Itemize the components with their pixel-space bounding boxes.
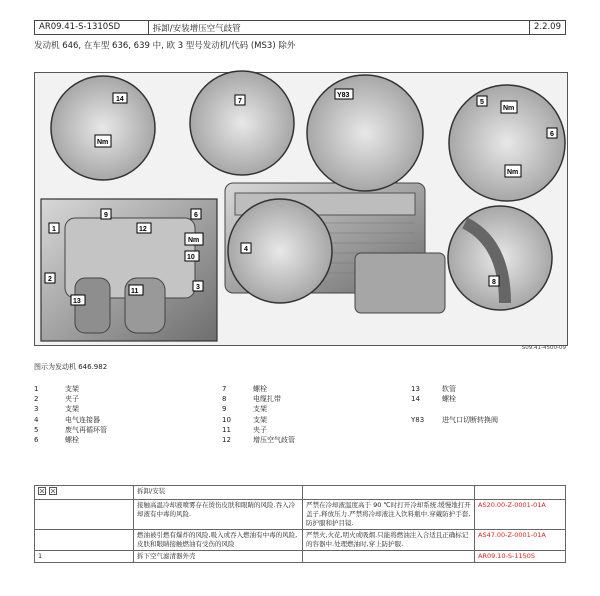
legend-col-1: [34, 384, 107, 445]
legend-item: 14 螺栓: [411, 395, 456, 404]
legend-item: Y83 进气口切断转换阀: [411, 415, 498, 424]
callout-6a: 6: [550, 131, 554, 138]
table-row: [35, 500, 566, 530]
table-header-row: [35, 486, 566, 500]
reference-link[interactable]: AS47.00-Z-0001-01A: [475, 530, 566, 551]
legend-item: 8 电缆扎带: [222, 395, 281, 404]
callout-y83: Y83: [337, 92, 350, 99]
table-header-ref: [475, 486, 566, 500]
legend-item: 6 螺栓: [34, 436, 79, 445]
engine-figure: [34, 72, 568, 346]
callout-6b: 6: [194, 212, 198, 219]
table-row: [35, 551, 566, 563]
callout-4: 4: [244, 246, 248, 253]
callout-2: 2: [48, 276, 52, 283]
legend-item: 13 软管: [411, 385, 456, 393]
procedure-table: [34, 485, 566, 563]
legend-item: 12 增压空气歧管: [222, 436, 295, 445]
table-header-label: 拆卸/安装: [134, 486, 303, 500]
table-row: [35, 530, 566, 551]
legend-item: 3 支架: [34, 405, 79, 414]
figure-code: S09.41-4500-09: [521, 345, 566, 351]
callout-5: 5: [480, 99, 484, 106]
callout-9: 9: [104, 212, 108, 219]
document-header: [34, 20, 566, 35]
legend-item: 11 夹子: [222, 425, 267, 434]
callout-14: 14: [116, 96, 124, 103]
doc-version: 2.2.09: [533, 22, 561, 32]
callout-nm-2: Nm: [503, 105, 515, 112]
step-description: 接触高温冷却液喷雾存在烫伤皮肤和眼睛的风险.吞入冷却液有中毒的风险.: [134, 500, 303, 530]
expand-collapse-icon[interactable]: [38, 487, 62, 495]
legend-item: 1 支架: [34, 385, 79, 393]
step-number: 1: [35, 551, 134, 563]
step-note: 严禁火,火花,明火或吸烟.只能将燃油注入合适且正确标记的容器中.处理燃油时,穿上防护服.: [303, 530, 475, 551]
doc-title: 拆卸/安装增压空气歧管: [149, 21, 530, 34]
callout-nm-3: Nm: [507, 169, 519, 176]
legend-item: 4 电气连接器: [34, 415, 100, 424]
engine-illustration: [35, 73, 567, 345]
callout-7: 7: [238, 98, 242, 105]
doc-subtitle: 发动机 646, 在车型 636, 639 中, 欧 3 型号发动机/代码 (MS3) 除外: [34, 41, 296, 51]
callout-1: 1: [52, 226, 56, 233]
step-description: 拆下空气滤清器外壳: [134, 551, 303, 563]
legend-item: 9 支架: [222, 405, 267, 414]
callout-11: 11: [131, 288, 139, 295]
legend-item: 7 螺栓: [222, 385, 267, 393]
step-description: 燃油被引燃有爆炸的风险,吸入或吞入燃油有中毒的风险,皮肤和眼睛接触燃油有受伤的风险: [134, 530, 303, 551]
figure-caption: 图示为发动机 646.982: [34, 363, 108, 371]
table-header-empty: [303, 486, 475, 500]
step-number: [35, 500, 134, 530]
callout-13: 13: [73, 298, 81, 305]
callout-nm-4: Nm: [188, 237, 200, 244]
step-note: 严禁在冷却液温度高于 90 ℃时打开冷却系统.缓慢地打开盖子,释放压力.严禁将冷却液注入饮料瓶中.穿戴防护手套,防护服和护目镜.: [303, 500, 475, 530]
reference-link[interactable]: AR09.10-S-1150S: [475, 551, 566, 563]
step-note: [303, 551, 475, 563]
legend-item: 2 夹子: [34, 395, 79, 404]
legend-col-3: [411, 384, 498, 425]
legend-col-2: [222, 384, 295, 445]
legend-item: 10 支架: [222, 415, 267, 424]
callout-nm-1: Nm: [97, 139, 109, 146]
reference-link[interactable]: AS20.00-Z-0001-01A: [475, 500, 566, 530]
doc-code: AR09.41-S-1310SD: [35, 21, 149, 34]
step-number: [35, 530, 134, 551]
callout-3: 3: [196, 284, 200, 291]
legend-item: 5 废气再循环管: [34, 425, 107, 434]
callout-12: 12: [139, 226, 147, 233]
callout-8: 8: [492, 279, 496, 286]
callout-10: 10: [187, 254, 195, 261]
expand-collapse-icons[interactable]: [35, 486, 134, 500]
